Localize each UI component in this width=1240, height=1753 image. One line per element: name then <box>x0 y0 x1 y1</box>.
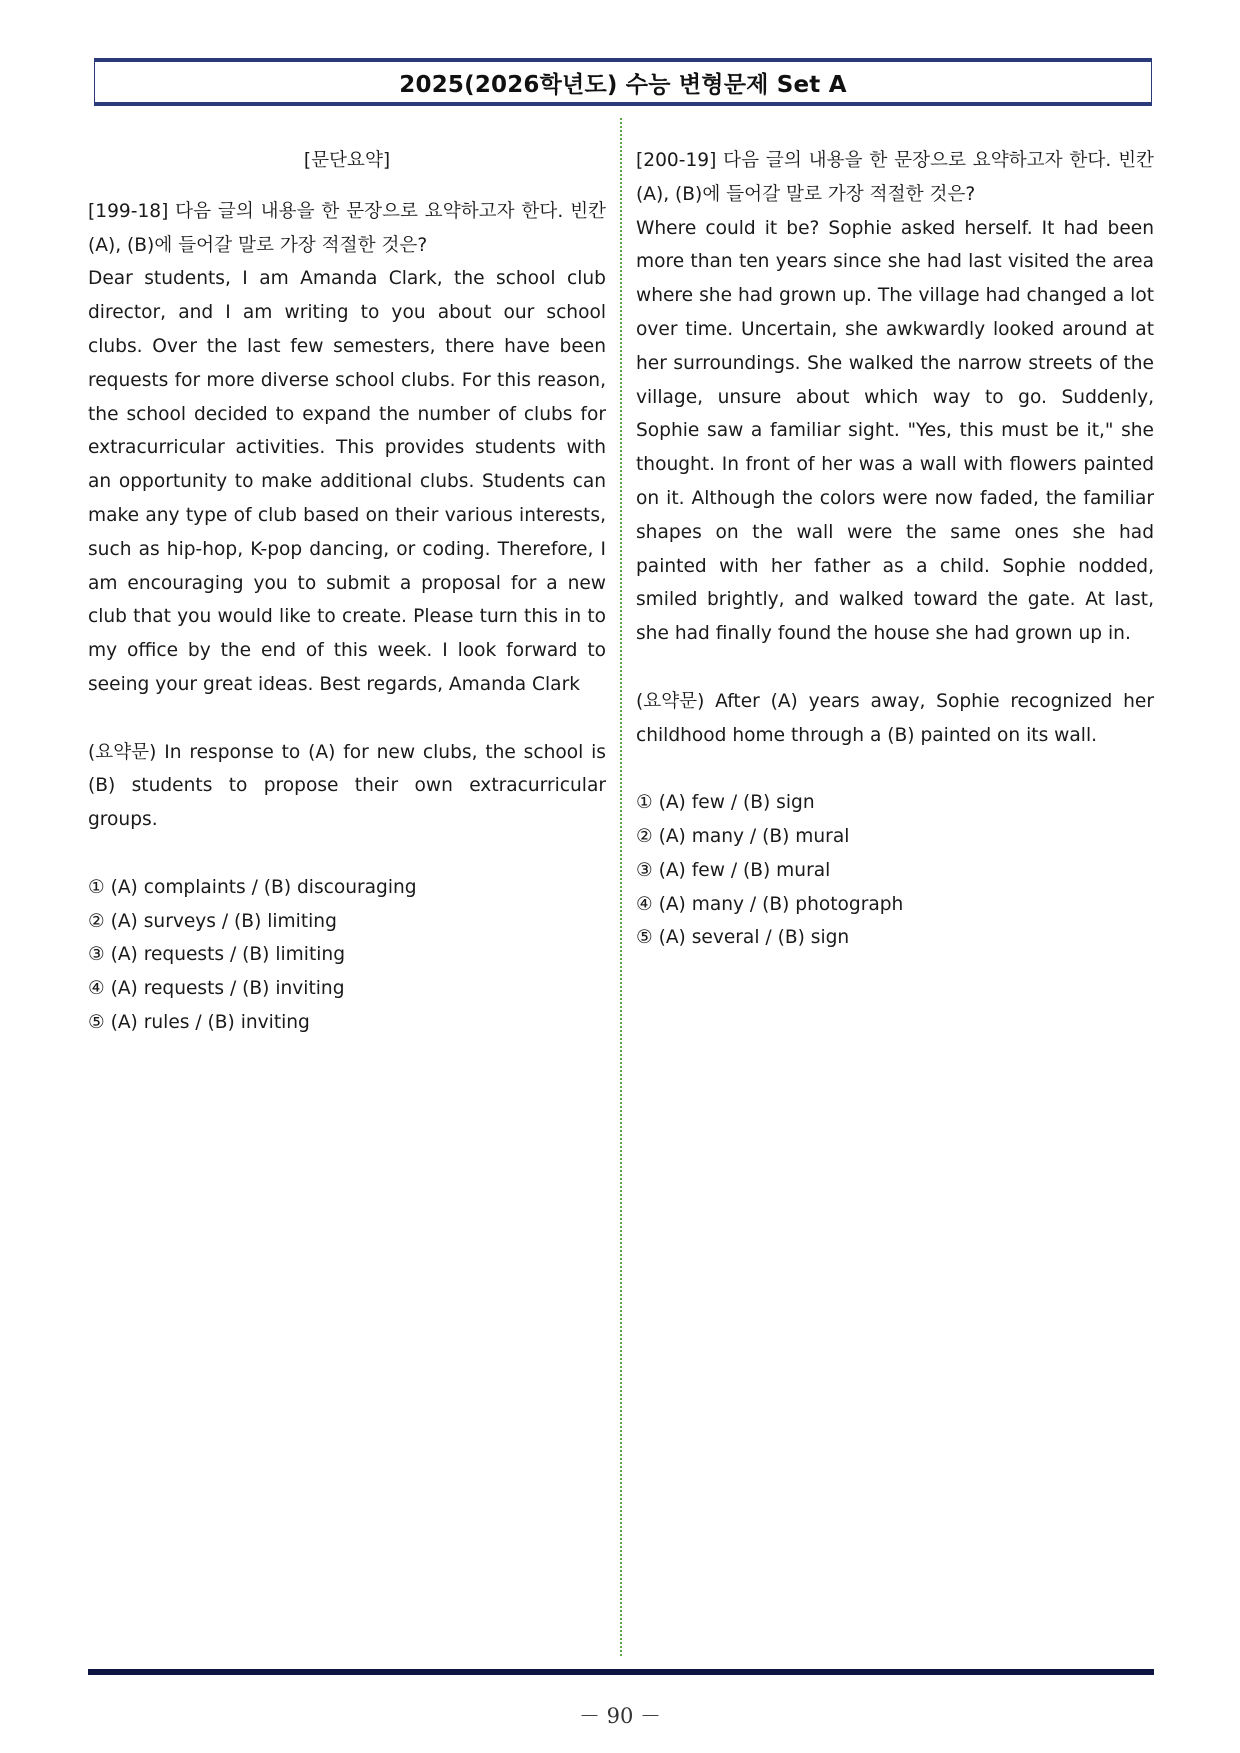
page-header <box>94 58 1152 106</box>
option-item: ③ (A) requests / (B) limiting <box>88 944 345 966</box>
footer-rule <box>88 1669 1154 1675</box>
option-item: ① (A) few / (B) sign <box>636 792 815 814</box>
section-title: [문단요약] <box>303 150 391 171</box>
column-divider <box>620 118 622 1656</box>
passage-200: Where could it be? Sophie asked herself. It had been more than ten years since she had last visited the area where she had grown up. The village had changed a lot over time. Uncertain, she awkwardly looked around at her surroundings. She walked the narrow streets of the village, unsure about which way to go. Suddenly, Sophie saw a familiar sight. "Yes, this must be it," she thought. In front of her was a wall with flowers painted on it. Although the colors were now faded, the familiar shapes on the wall were the same ones she had painted with her father as a child. Sophie nodded, smiled brightly, and walked toward the gate. At last, she had finally found the house she had grown up in. <box>636 217 1154 645</box>
option-item: ② (A) surveys / (B) limiting <box>88 910 337 932</box>
option-item: ④ (A) requests / (B) inviting <box>88 978 345 1000</box>
right-column <box>636 144 1154 955</box>
options-199 <box>88 871 606 1040</box>
option-item: ① (A) complaints / (B) discouraging <box>88 876 417 898</box>
page-number: － 90 － <box>578 1704 662 1728</box>
summary-200: (요약문) After (A) years away, Sophie recognized her childhood home through a (B) painted on its wall. <box>636 690 1154 746</box>
question-head-199: [199-18] 다음 글의 내용을 한 문장으로 요약하고자 한다. 빈칸 (A), (B)에 들어갈 말로 가장 적절한 것은? <box>88 200 606 256</box>
option-item: ④ (A) many / (B) photograph <box>636 893 904 915</box>
option-item: ⑤ (A) several / (B) sign <box>636 927 850 949</box>
option-item: ⑤ (A) rules / (B) inviting <box>88 1011 310 1033</box>
page-title: 2025(2026학년도) 수능 변형문제 Set A <box>399 71 847 98</box>
passage-199: Dear students, I am Amanda Clark, the school club director, and I am writing to you about our school clubs. Over the last few semesters, there have been requests for more diverse school clubs. For this reason, the school decided to expand the number of clubs for extracurricular activities. This provides students with an opportunity to make additional clubs. Students can make any type of club based on their various interests, such as hip-hop, K-pop dancing, or coding. Therefore, I am encouraging you to submit a proposal for a new club that you would like to create. Please turn this in to my office by the end of this week. I look forward to seeing your great ideas. Best regards, Amanda Clark <box>88 268 606 695</box>
options-200 <box>636 786 1154 955</box>
summary-199: (요약문) In response to (A) for new clubs, the school is (B) students to propose their own extracurricular groups. <box>88 741 606 831</box>
left-column <box>88 144 606 1040</box>
question-head-200: [200-19] 다음 글의 내용을 한 문장으로 요약하고자 한다. 빈칸 (A), (B)에 들어갈 말로 가장 적절한 것은? <box>636 150 1154 205</box>
option-item: ③ (A) few / (B) mural <box>636 859 831 881</box>
option-item: ② (A) many / (B) mural <box>636 825 850 847</box>
